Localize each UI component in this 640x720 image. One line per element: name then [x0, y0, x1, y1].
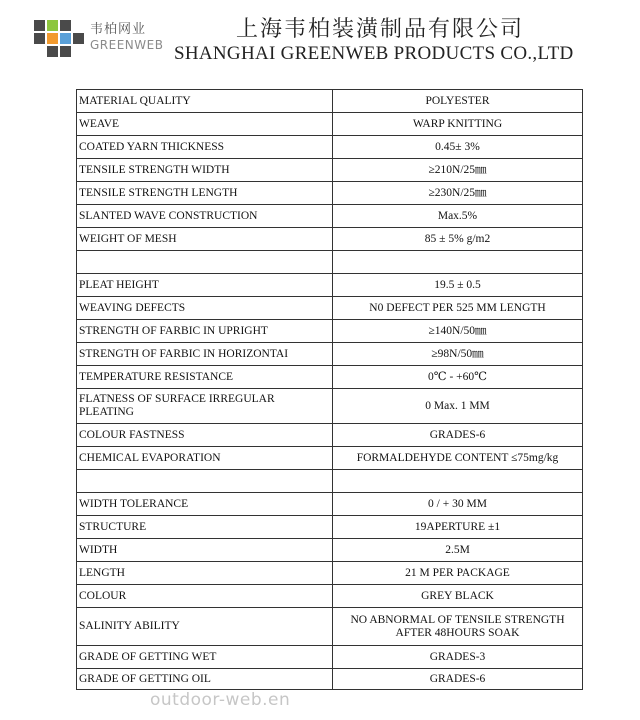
- spec-label-cell: SALINITY ABILITY: [77, 608, 333, 646]
- spec-label-cell: WEIGHT OF MESH: [77, 228, 333, 251]
- spec-label-cell: STRENGTH OF FARBIC IN HORIZONTAI: [77, 343, 333, 366]
- table-row: [77, 90, 583, 113]
- table-row: [77, 366, 583, 389]
- spec-value-cell: GREY BLACK: [333, 585, 583, 608]
- spec-label-cell: COLOUR: [77, 585, 333, 608]
- spec-value-cell: GRADES-6: [333, 669, 583, 690]
- spec-value-cell: 21 M PER PACKAGE: [333, 562, 583, 585]
- table-row: [77, 113, 583, 136]
- logo-mark-icon: [34, 20, 84, 60]
- table-row: [77, 389, 583, 424]
- spec-label-cell: COATED YARN THICKNESS: [77, 136, 333, 159]
- table-row: [77, 343, 583, 366]
- spec-label-cell: WEAVING DEFECTS: [77, 297, 333, 320]
- spec-label-cell: GRADE OF GETTING OIL: [77, 669, 333, 690]
- spec-value-cell: N0 DEFECT PER 525 MM LENGTH: [333, 297, 583, 320]
- table-row: [77, 539, 583, 562]
- spec-label-cell: TENSILE STRENGTH LENGTH: [77, 182, 333, 205]
- spec-value-cell: ≥98N/50㎜: [333, 343, 583, 366]
- spec-label-cell: WIDTH: [77, 539, 333, 562]
- table-row: [77, 447, 583, 470]
- table-row: [77, 562, 583, 585]
- spec-label-cell: CHEMICAL EVAPORATION: [77, 447, 333, 470]
- spec-value-cell: ≥230N/25㎜: [333, 182, 583, 205]
- spec-value-cell: 85 ± 5% g/m2: [333, 228, 583, 251]
- spec-label-cell: FLATNESS OF SURFACE IRREGULAR PLEATING: [77, 389, 333, 424]
- spec-value-cell: 0.45± 3%: [333, 136, 583, 159]
- spec-label-cell: PLEAT HEIGHT: [77, 274, 333, 297]
- watermark-text: outdoor-web.en: [150, 690, 291, 710]
- spec-value-cell: GRADES-3: [333, 646, 583, 669]
- spec-value-cell: 0℃ - +60℃: [333, 366, 583, 389]
- spec-label-cell: STRUCTURE: [77, 516, 333, 539]
- spec-value-cell: POLYESTER: [333, 90, 583, 113]
- spec-label-cell: MATERIAL QUALITY: [77, 90, 333, 113]
- spec-value-cell: FORMALDEHYDE CONTENT ≤75mg/kg: [333, 447, 583, 470]
- spec-label-cell: TENSILE STRENGTH WIDTH: [77, 159, 333, 182]
- table-row: [77, 470, 583, 493]
- spec-value-cell: NO ABNORMAL OF TENSILE STRENGTH AFTER 48HOURS SOAK: [333, 608, 583, 646]
- spec-value-cell: 0 Max. 1 MM: [333, 389, 583, 424]
- specification-table-body: [77, 90, 583, 690]
- company-logo: [34, 16, 164, 62]
- spec-label-cell: STRENGTH OF FARBIC IN UPRIGHT: [77, 320, 333, 343]
- table-row: [77, 608, 583, 646]
- table-row: [77, 516, 583, 539]
- spec-value-cell: [333, 251, 583, 274]
- spec-value-cell: 19APERTURE ±1: [333, 516, 583, 539]
- document-header: [0, 0, 640, 78]
- table-row: [77, 493, 583, 516]
- spec-label-cell: GRADE OF GETTING WET: [77, 646, 333, 669]
- spec-label-cell: COLOUR FASTNESS: [77, 424, 333, 447]
- logo-chinese-text: 韦柏网业: [90, 22, 147, 37]
- spec-value-cell: ≥140N/50㎜: [333, 320, 583, 343]
- table-row: [77, 320, 583, 343]
- spec-value-cell: [333, 470, 583, 493]
- table-row: [77, 136, 583, 159]
- spec-value-cell: GRADES-6: [333, 424, 583, 447]
- spec-label-cell: WIDTH TOLERANCE: [77, 493, 333, 516]
- table-row: [77, 228, 583, 251]
- spec-label-cell: WEAVE: [77, 113, 333, 136]
- table-row: [77, 424, 583, 447]
- table-row: [77, 159, 583, 182]
- spec-value-cell: ≥210N/25㎜: [333, 159, 583, 182]
- table-row: [77, 297, 583, 320]
- table-row: [77, 669, 583, 690]
- spec-label-cell: [77, 470, 333, 493]
- spec-value-cell: Max.5%: [333, 205, 583, 228]
- spec-label-cell: TEMPERATURE RESISTANCE: [77, 366, 333, 389]
- table-row: [77, 205, 583, 228]
- spec-value-cell: 0 / + 30 MM: [333, 493, 583, 516]
- table-row: [77, 646, 583, 669]
- spec-value-cell: WARP KNITTING: [333, 113, 583, 136]
- spec-label-cell: LENGTH: [77, 562, 333, 585]
- spec-label-cell: [77, 251, 333, 274]
- spec-label-cell: SLANTED WAVE CONSTRUCTION: [77, 205, 333, 228]
- company-name-english: SHANGHAI GREENWEB PRODUCTS CO.,LTD: [174, 43, 574, 64]
- spec-value-cell: 19.5 ± 0.5: [333, 274, 583, 297]
- specification-table: [76, 89, 583, 690]
- table-row: [77, 251, 583, 274]
- table-row: [77, 274, 583, 297]
- spec-value-cell: 2.5M: [333, 539, 583, 562]
- table-row: [77, 585, 583, 608]
- table-row: [77, 182, 583, 205]
- company-name-chinese: 上海韦柏装潢制品有限公司: [236, 17, 525, 42]
- logo-english-text: GREENWEB: [90, 38, 164, 52]
